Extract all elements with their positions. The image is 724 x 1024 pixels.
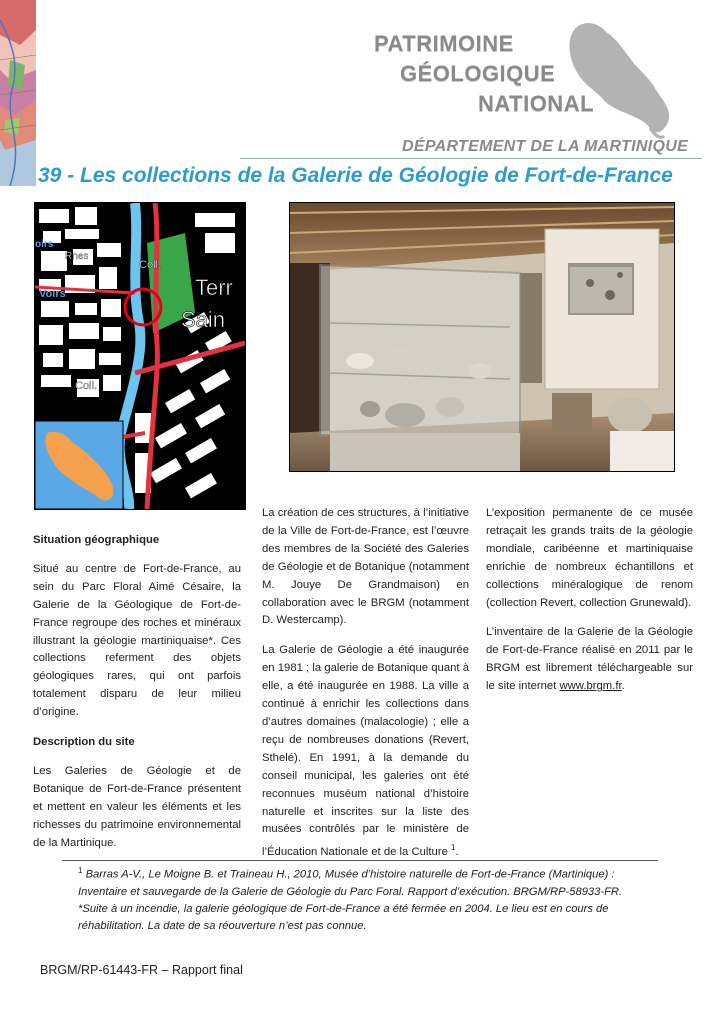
brgm-link[interactable]: www.brgm.fr [559, 680, 622, 693]
footnote-divider [62, 860, 658, 861]
column-3 [486, 505, 693, 696]
header-title-line1: PATRIMOINE [374, 31, 514, 56]
heading-description: Description du site [33, 736, 135, 749]
map-label-terr: Terr [195, 275, 233, 300]
gallery-photo [289, 202, 675, 472]
header-title-line3: NATIONAL [478, 91, 595, 116]
header-divider [240, 158, 702, 159]
map-label-rnes: Rnes [65, 251, 89, 262]
paragraph-description: Les Galeries de Géologie et de Botanique de Fort-de-France présentent et mettent en valeur les éléments et les richesses du patrimoine environnemental de la Martinique. [33, 764, 241, 849]
header-title-line2: GÉOLOGIQUE [400, 61, 556, 86]
paragraph-creation: La création de ces structures, à l’initiative de la Ville de Fort-de-France, est l’œuvre des membres de la Société des Galeries de Géologie et de Botanique (notamment M. Jouye De Grandmaison) en collaboration avec le BRGM (notamment D. Westercamp). [262, 507, 469, 627]
page-title: 39 - Les collections de la Galerie de Géologie de Fort-de-France [38, 164, 673, 187]
report-footer: BRGM/RP-61443-FR – Rapport final [40, 963, 243, 977]
footnote [78, 862, 658, 935]
paragraph-situation: Situé au centre de Fort-de-France, au sein du Parc Floral Aimé Césaire, la Galerie de la Géologique de Fort-de-France regroupe des roches et minéraux illustrant la géologie martiniquaise*. Ces collections referment des objets géologiques rares, qui ont parfois totalement disparu de leur milieu d’origine. [33, 562, 241, 719]
footnote-ref: 1 [451, 843, 456, 853]
map-label-coll: Coll. [139, 259, 162, 271]
paragraph-exposition: L’exposition permanente de ce musée retraçait les grands traits de la géologie mondiale, caribéenne et martiniquaise enrichie de nombreux échantillons et collections minéralogique de renom (collection Revert, collection Grunewald). [486, 507, 693, 609]
heading-situation: Situation géographique [33, 534, 160, 546]
geological-map-strip [0, 0, 36, 186]
column-1 [33, 532, 241, 853]
map-label-voirs: Voirs [39, 288, 66, 300]
map-label-coll-2: Coll. [75, 380, 98, 392]
location-map [34, 202, 246, 510]
martinique-silhouette-icon [564, 18, 676, 140]
department-label: DÉPARTEMENT DE LA MARTINIQUE [402, 138, 689, 155]
map-label-sain: Sain [181, 307, 226, 332]
footnote-reference: Barras A-V., Le Moigne B. et Traineau H., 2010, Musée d’histoire naturelle de Fort-de-France (Martinique) : Inventaire et sauvegarde de la Galerie de Géologie du Parc Foral. Rapport d’exécution. BRGM/RP-58933-FR. [78, 868, 623, 898]
map-label-oirs: oirs [35, 239, 54, 250]
paragraph-inauguration-text: La Galerie de Géologie a été inaugurée en 1981 ; la galerie de Botanique quant à elle, a été inaugurée en 1988. La ville a continué à enrichir les collections dans d’autres domaines (malacologie) ; elle a reçu de nombreuses donations (Revert, Sthelé). En 1991, à la demande du conseil municipal, les galeries ont été reconnues muséum national d’histoire naturelle et inscrites sur la liste des musées contrôlés par le ministère de l’Éducation Nationale et de la Culture [262, 644, 469, 859]
paragraph-inventaire: L’inventaire de la Galerie de la Géologie de Fort-de-France réalisé en 2011 par le BRGM est librement téléchargeable sur le site internet www.brgm.fr. [486, 626, 693, 693]
column-2 [262, 505, 469, 862]
paragraph-inauguration: La Galerie de Géologie a été inaugurée en 1981 ; la galerie de Botanique quant à elle, a été inaugurée en 1988. La ville a continué à enrichir les collections dans d’autres domaines (malacologie) ; elle a reçu de nombreuses donations (Revert, Sthelé). En 1991, à la demande du conseil municipal, les galeries ont été reconnues muséum national d’histoire naturelle et inscrites sur la liste des musées contrôlés par le ministère de l’Éducation Nationale et de la Culture $^1$. [262, 644, 469, 859]
footnote-number: 1 [78, 866, 83, 875]
footnote-fire-note: *Suite à un incendie, la galerie géologique de Fort-de-France a été fermée en 2004. Le lieu est en cours de réhabilitation. La date de sa réouverture n’est pas connue. [78, 902, 609, 932]
